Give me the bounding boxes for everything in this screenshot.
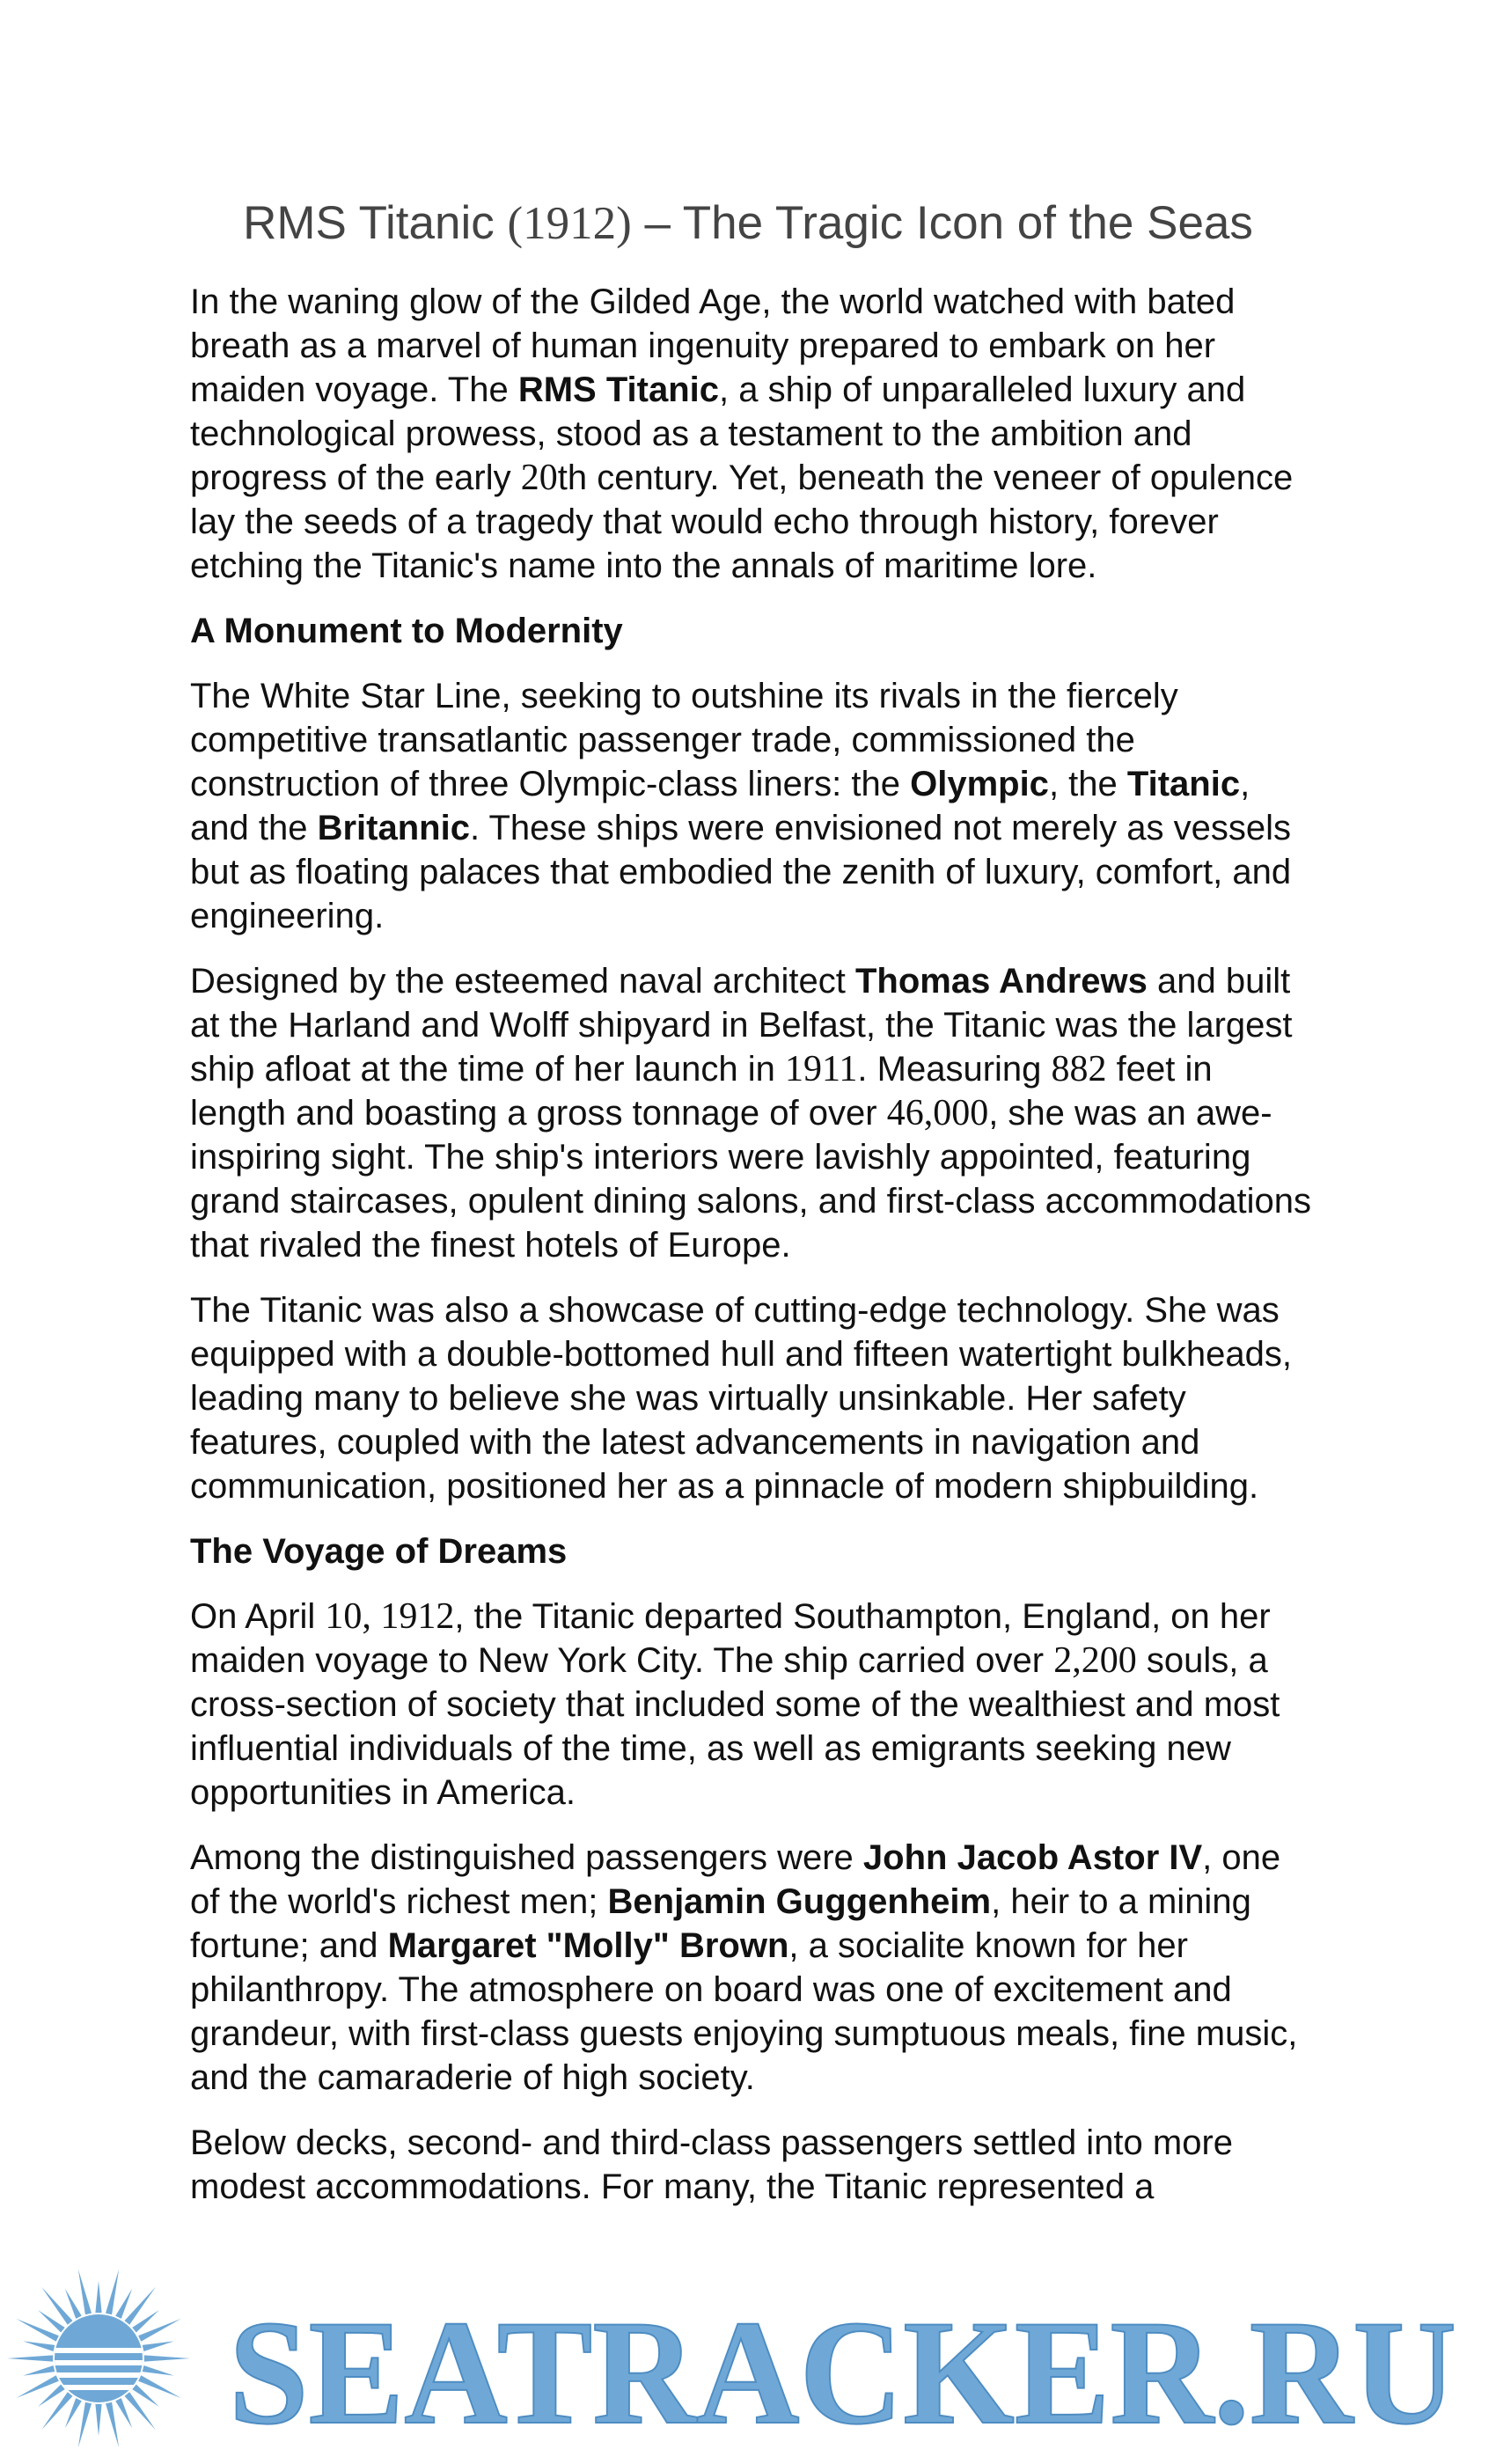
- sun-ray: [143, 2341, 174, 2351]
- sun-ray: [124, 2287, 155, 2325]
- sun-ray: [115, 2289, 132, 2319]
- number-run: 882: [1051, 1049, 1107, 1089]
- number-run: 20: [520, 458, 558, 498]
- intro-paragraph: [190, 280, 1316, 588]
- sun-ray: [143, 2365, 174, 2376]
- text-run: feet in length and boasting a gross tonnage of over: [190, 1050, 1213, 1133]
- text-run: , the Titanic departed Southampton, England, on her maiden voyage to New York City. The ship carried over: [190, 1597, 1271, 1680]
- watermark-banner: [0, 2242, 1496, 2464]
- text-run: On April: [190, 1597, 326, 1636]
- watermark-svg: [0, 2242, 1496, 2464]
- text-run: , she was an awe-inspiring sight. The ship's interiors were lavishly appointed, featuring grand staircases, opulent dining salons, and first-class accommodations that rivaled the finest hotels of Europe.: [190, 1094, 1311, 1265]
- sun-ray: [78, 2402, 92, 2448]
- title-text-start: RMS Titanic: [243, 197, 508, 249]
- sun-ray: [41, 2287, 72, 2325]
- number-run: 46,000: [886, 1093, 989, 1133]
- section-heading-voyage: The Voyage of Dreams: [190, 1532, 568, 1571]
- sun-ray: [23, 2365, 55, 2376]
- text-run: . These ships were envisioned not merely as vessels but as floating palaces that embodied the zenith of luxury, comfort, and engineering.: [190, 809, 1292, 935]
- section-heading-monument: A Monument to Modernity: [190, 612, 623, 650]
- text-run: souls, a cross-section of society that included some of the wealthiest and most influential individuals of the time, as well as emigrants seeking new opportunities in America.: [190, 1641, 1280, 1812]
- sun-ray: [144, 2355, 190, 2361]
- sun-ray: [95, 2404, 101, 2436]
- ship-name: Britannic: [317, 809, 470, 847]
- person-name: Benjamin Guggenheim: [607, 1882, 992, 1921]
- person-name: John Jacob Astor IV: [862, 1838, 1203, 1877]
- ship-name: RMS Titanic: [517, 370, 720, 409]
- sun-ray: [106, 2270, 119, 2315]
- text-run: The White Star Line, seeking to outshine its rivals in the fiercely competitive transatlantic passenger trade, commissioned the construction of three Olympic-class liners: the: [190, 677, 1178, 803]
- ship-name: Olympic: [910, 765, 1049, 803]
- text-run: and built at the Harland and Wolff shipyard in Belfast, the Titanic was the largest ship afloat at the time of her launch in: [190, 962, 1293, 1089]
- paragraph-passengers: [190, 1836, 1316, 2100]
- page-title: [0, 195, 1496, 253]
- sun-ray: [65, 2289, 82, 2319]
- sun-ray: [7, 2355, 53, 2361]
- text-run: , the: [1048, 765, 1127, 803]
- number-run: 1911: [784, 1049, 858, 1089]
- text-run: . Measuring: [857, 1050, 1052, 1089]
- sun-ray: [23, 2341, 55, 2351]
- sun-ray: [106, 2402, 119, 2448]
- number-run: 2,200: [1053, 1640, 1137, 1681]
- text-run: , and the: [190, 765, 1250, 847]
- text-run: , a ship of unparalleled luxury and technological prowess, stood as a testament to the ambition and progress of the early: [190, 370, 1246, 497]
- title-year: (1912): [507, 198, 632, 249]
- paragraph-white-star: [190, 674, 1316, 938]
- sun-ray: [124, 2392, 155, 2430]
- text-run: In the waning glow of the Gilded Age, the world watched with bated breath as a marvel of human ingenuity prepared to embark on her maiden voyage. The: [190, 282, 1236, 409]
- person-name: Margaret "Molly" Brown: [387, 1926, 789, 1965]
- sun-ray: [41, 2392, 72, 2430]
- title-text-end: – The Tragic Icon of the Seas: [631, 197, 1253, 249]
- text-run: Among the distinguished passengers were: [190, 1838, 863, 1877]
- paragraph-below-decks: Below decks, second- and third-class passengers settled into more modest accommodations. For many, the Titanic represented a: [190, 2123, 1234, 2206]
- number-run: 10, 1912: [325, 1596, 455, 1637]
- text-run: Designed by the esteemed naval architect: [190, 962, 855, 1001]
- text-run: , one of the world's richest men;: [190, 1838, 1281, 1921]
- sun-ray: [95, 2281, 101, 2313]
- sun-icon: [7, 2270, 190, 2448]
- paragraph-departure: [190, 1595, 1316, 1815]
- sun-ray: [115, 2398, 132, 2428]
- ship-name: Titanic: [1126, 765, 1241, 803]
- person-name: Thomas Andrews: [855, 962, 1148, 1001]
- paragraph-technology: The Titanic was also a showcase of cutting-edge technology. She was equipped with a double-bottomed hull and fifteen watertight bulkheads, leading many to believe she was virtually unsinkable. Her safety features, coupled with the latest advancements in navigation and communication, positioned her as a pinnacle of modern shipbuilding.: [190, 1291, 1292, 1506]
- article-body: [190, 280, 1316, 2230]
- text-run: , a socialite known for her philanthropy. The atmosphere on board was one of excitement and grandeur, with first-class guests enjoying sumptuous meals, fine music, and the camaraderie of high society.: [190, 1926, 1298, 2097]
- paragraph-design: [190, 959, 1316, 1267]
- sun-ray: [65, 2398, 82, 2428]
- sun-ray: [78, 2270, 92, 2315]
- text-run: , heir to a mining fortune; and: [190, 1882, 1251, 1965]
- watermark-text: SEATRACKER.RU: [229, 2290, 1456, 2455]
- text-run: th century. Yet, beneath the veneer of opulence lay the seeds of a tragedy that would echo through history, forever etching the Titanic's name into the annals of maritime lore.: [190, 458, 1294, 585]
